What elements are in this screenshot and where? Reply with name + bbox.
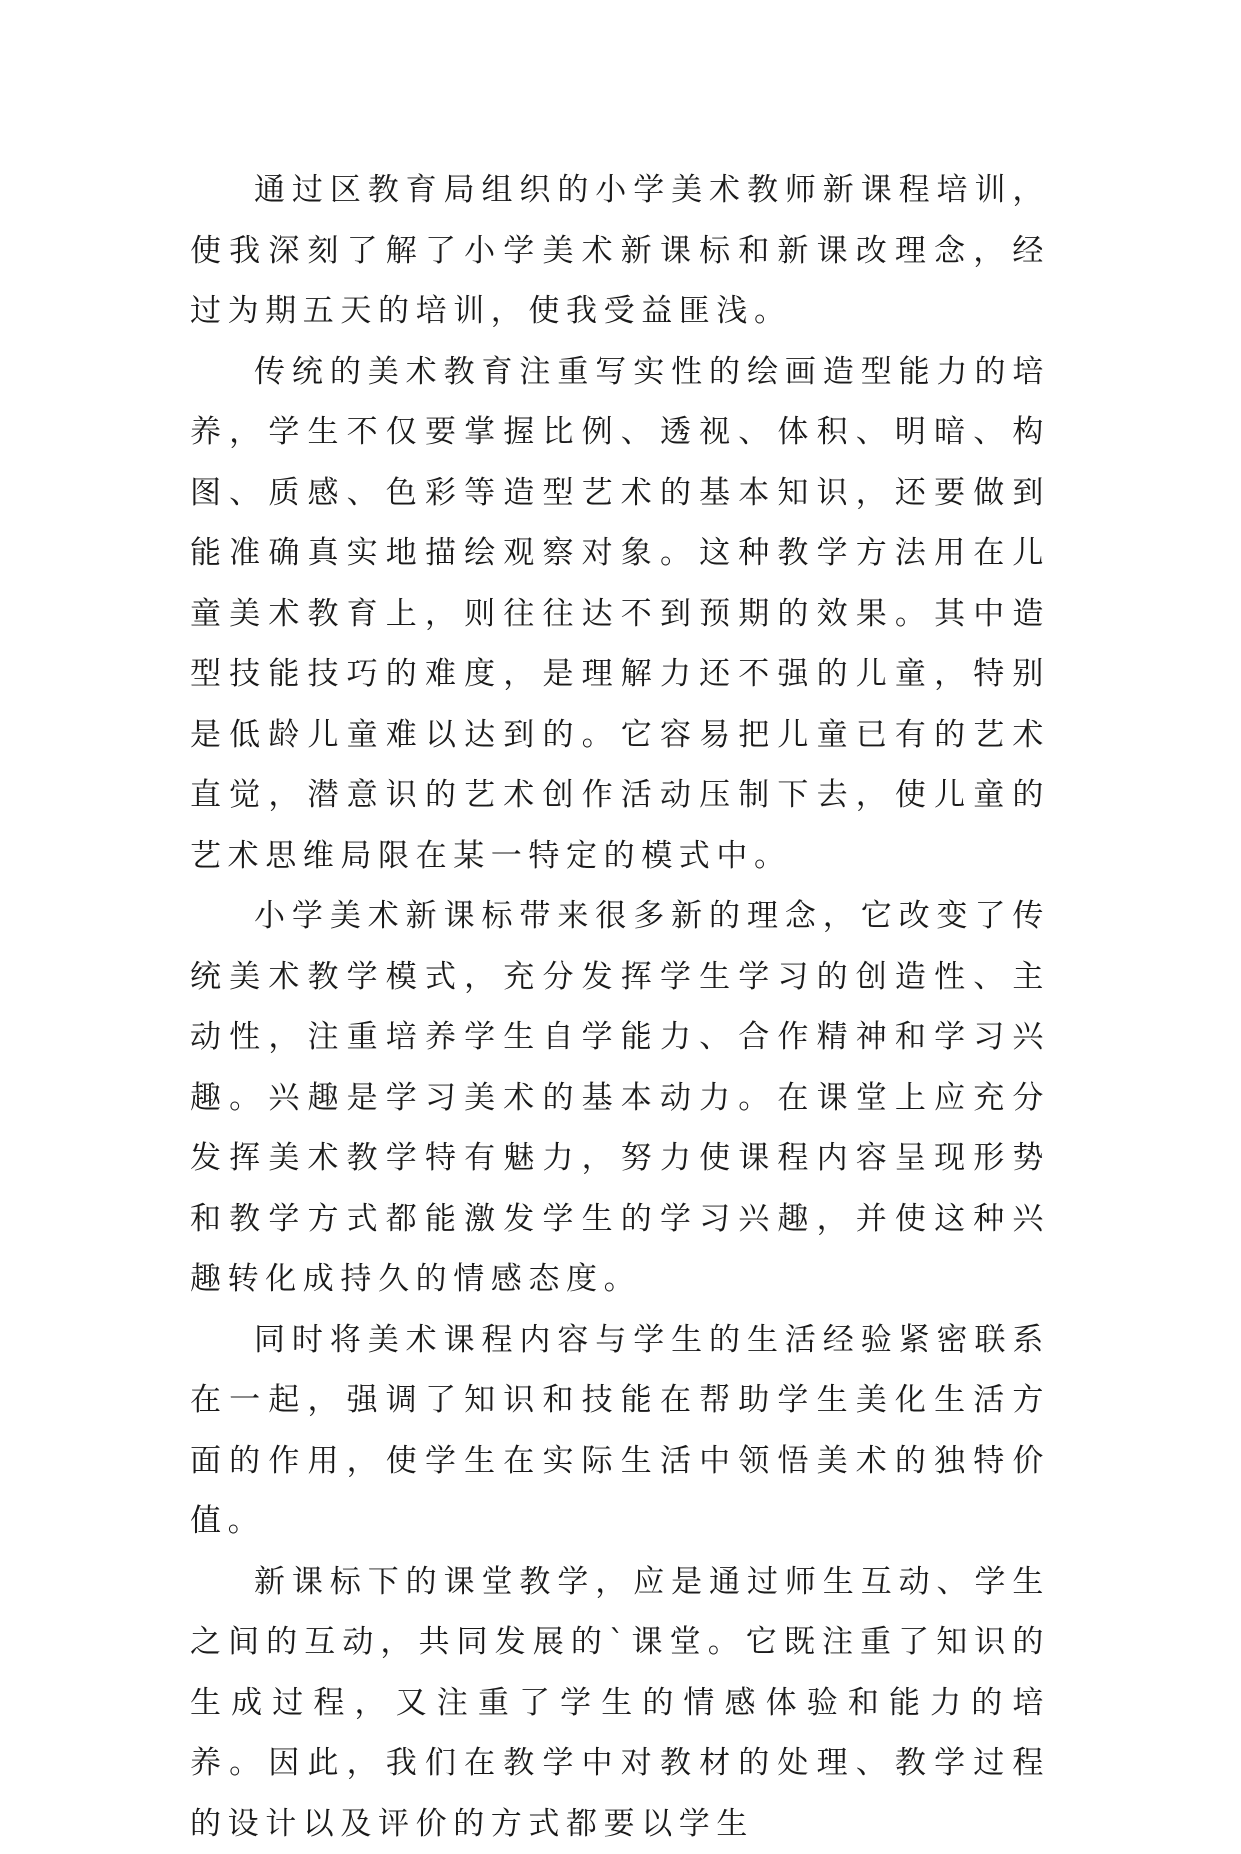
paragraph-3: 小学美术新课标带来很多新的理念，它改变了传统美术教学模式，充分发挥学生学习的创造性、主动性，注重培养学生自学能力、合作精神和学习兴趣。兴趣是学习美术的基本动力。在课堂上应充分发挥美术教学特有魅力，努力使课程内容呈现形势和教学方式都能激发学生的学习兴趣，并使这种兴趣转化成持久的情感态度。 — [190, 886, 1050, 1310]
paragraph-2: 传统的美术教育注重写实性的绘画造型能力的培养，学生不仅要掌握比例、透视、体积、明暗、构图、质感、色彩等造型艺术的基本知识，还要做到能准确真实地描绘观察对象。这种教学方法用在儿童美术教育上，则往往达不到预期的效果。其中造型技能技巧的难度，是理解力还不强的儿童，特别是低龄儿童难以达到的。它容易把儿童已有的艺术直觉，潜意识的艺术创作活动压制下去，使儿童的艺术思维局限在某一特定的模式中。 — [190, 342, 1050, 887]
paragraph-4: 同时将美术课程内容与学生的生活经验紧密联系在一起，强调了知识和技能在帮助学生美化生活方面的作用，使学生在实际生活中领悟美术的独特价值。 — [190, 1310, 1050, 1552]
paragraph-5: 新课标下的课堂教学，应是通过师生互动、学生之间的互动，共同发展的`课堂。它既注重了知识的生成过程，又注重了学生的情感体验和能力的培养。因此，我们在教学中对教材的处理、教学过程的设计以及评价的方式都要以学生 — [190, 1552, 1050, 1854]
document-body — [190, 160, 1050, 1854]
paragraph-1: 通过区教育局组织的小学美术教师新课程培训，使我深刻了解了小学美术新课标和新课改理念，经过为期五天的培训，使我受益匪浅。 — [190, 160, 1050, 342]
